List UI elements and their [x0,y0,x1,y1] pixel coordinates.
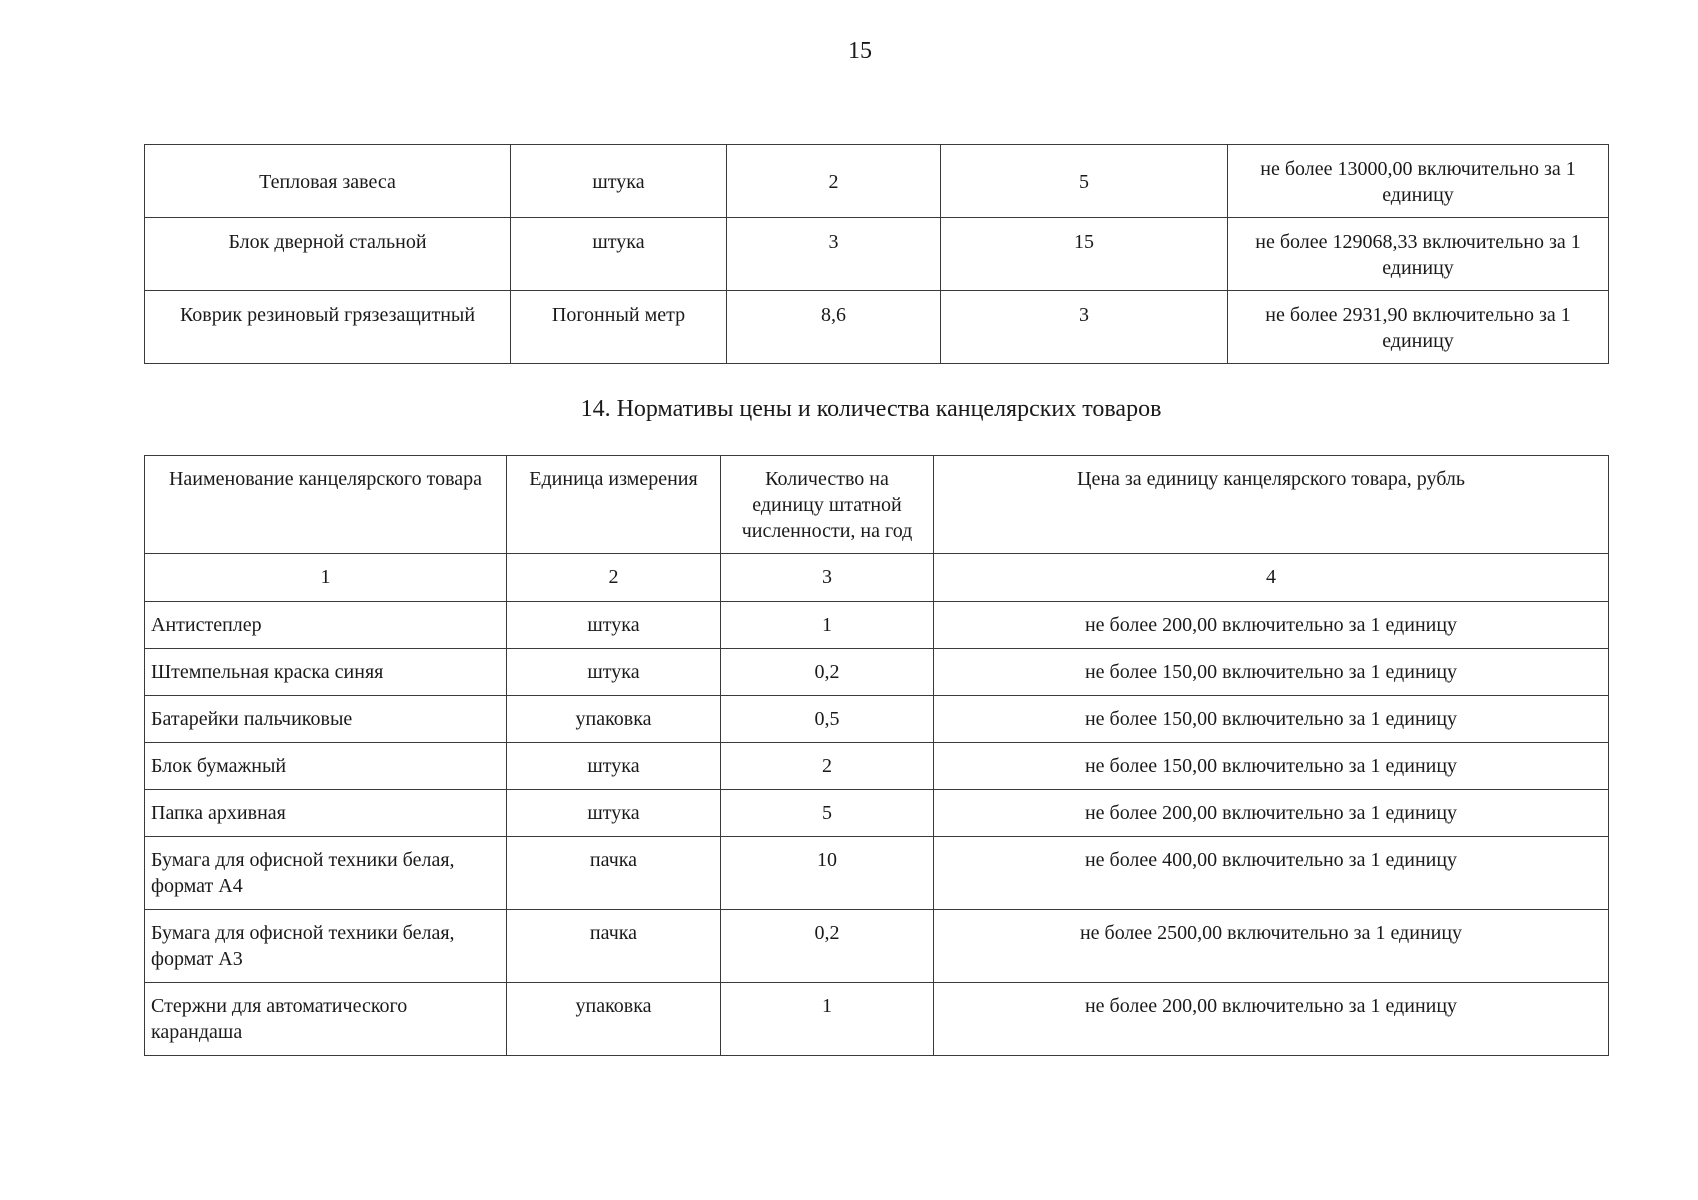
price-cell: не более 129068,33 включительно за 1 единицу [1228,218,1609,291]
price-cell: не более 13000,00 включительно за 1 единицу [1228,145,1609,218]
continued-norms-table [144,144,1609,364]
unit-cell: упаковка [507,983,721,1056]
item-name-cell: Стержни для автоматического карандаша [145,983,507,1056]
price-cell: не более 2931,90 включительно за 1 единицу [1228,291,1609,364]
unit-cell: штука [507,649,721,696]
quantity-cell: 10 [721,837,934,910]
table-header-row [145,456,1609,554]
section-heading: 14. Нормативы цены и количества канцелярских товаров [580,396,1162,422]
stationery-norms-table [144,455,1609,1056]
quantity-cell: 2 [727,145,941,218]
column-number: 2 [507,554,721,602]
quantity-cell: 0,2 [721,649,934,696]
unit-cell: штука [511,145,727,218]
term-cell: 15 [941,218,1228,291]
price-cell: не более 2500,00 включительно за 1 единицу [934,910,1609,983]
header-unit: Единица измерения [507,456,721,554]
quantity-cell: 5 [721,790,934,837]
unit-cell: пачка [507,910,721,983]
column-numbers-row [145,554,1609,602]
price-cell: не более 200,00 включительно за 1 единицу [934,983,1609,1056]
column-number: 1 [145,554,507,602]
header-quantity: Количество на единицу штатной численности, на год [721,456,934,554]
page-number: 15 [848,38,872,64]
table-row [145,696,1609,743]
item-name-cell: Коврик резиновый грязезащитный [145,291,511,364]
unit-cell: упаковка [507,696,721,743]
item-name-cell: Батарейки пальчиковые [145,696,507,743]
header-price: Цена за единицу канцелярского товара, рубль [934,456,1609,554]
table-row [145,790,1609,837]
price-cell: не более 150,00 включительно за 1 единицу [934,743,1609,790]
quantity-cell: 8,6 [727,291,941,364]
unit-cell: пачка [507,837,721,910]
column-number: 4 [934,554,1609,602]
table-row [145,602,1609,649]
header-item-name: Наименование канцелярского товара [145,456,507,554]
table-row [145,218,1609,291]
item-name-cell: Штемпельная краска синяя [145,649,507,696]
price-cell: не более 200,00 включительно за 1 единицу [934,602,1609,649]
table-row [145,837,1609,910]
price-cell: не более 400,00 включительно за 1 единицу [934,837,1609,910]
item-name-cell: Блок бумажный [145,743,507,790]
unit-cell: штука [507,743,721,790]
quantity-cell: 0,2 [721,910,934,983]
table-row [145,910,1609,983]
unit-cell: Погонный метр [511,291,727,364]
column-number: 3 [721,554,934,602]
quantity-cell: 1 [721,602,934,649]
price-cell: не более 150,00 включительно за 1 единицу [934,696,1609,743]
unit-cell: штука [507,602,721,649]
table-row [145,649,1609,696]
item-name-cell: Антистеплер [145,602,507,649]
price-cell: не более 200,00 включительно за 1 единицу [934,790,1609,837]
table-row [145,743,1609,790]
table-row [145,983,1609,1056]
quantity-cell: 3 [727,218,941,291]
quantity-cell: 1 [721,983,934,1056]
item-name-cell: Бумага для офисной техники белая, формат А3 [145,910,507,983]
price-cell: не более 150,00 включительно за 1 единицу [934,649,1609,696]
unit-cell: штука [507,790,721,837]
item-name-cell: Тепловая завеса [145,145,511,218]
table-row [145,291,1609,364]
table-row [145,145,1609,218]
item-name-cell: Блок дверной стальной [145,218,511,291]
term-cell: 3 [941,291,1228,364]
item-name-cell: Бумага для офисной техники белая, формат А4 [145,837,507,910]
term-cell: 5 [941,145,1228,218]
quantity-cell: 2 [721,743,934,790]
unit-cell: штука [511,218,727,291]
quantity-cell: 0,5 [721,696,934,743]
item-name-cell: Папка архивная [145,790,507,837]
